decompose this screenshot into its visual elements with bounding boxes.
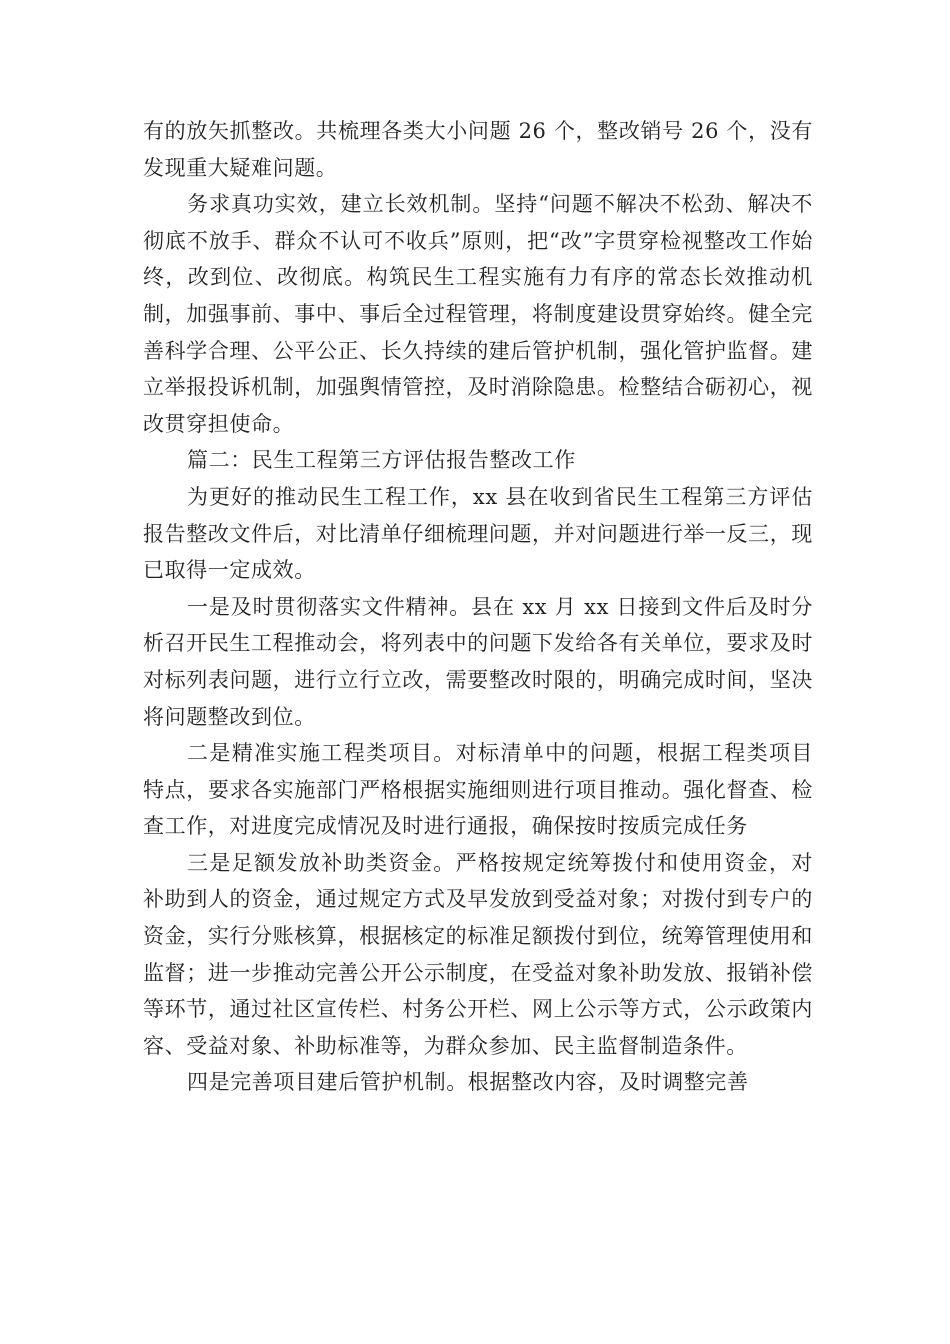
paragraph-6: 二是精准实施工程类项目。对标清单中的问题，根据工程类项目特点，要求各实施部门严格根据实施细则进行项目推动。强化督查、检查工作，对进度完成情况及时进行通报，确保按时按质完成任务 <box>143 741 813 839</box>
document-body <box>143 113 813 1101</box>
section-heading: 篇二：民生工程第三方评估报告整改工作 <box>187 448 576 473</box>
paragraph-7: 三是足额发放补助类资金。严格按规定统筹拨付和使用资金，对补助到人的资金，通过规定方式及早发放到受益对象；对拨付到专户的资金，实行分账核算，根据核定的标准足额拨付到位，统筹管理使用和监督；进一步推动完善公开公示制度，在受益对象补助发放、报销补偿等环节，通过社区宣传栏、村务公开栏、网上公示等方式，公示政策内容、受益对象、补助标准等，为群众参加、民主监督制造条件。 <box>143 850 813 1058</box>
paragraph-1: 有的放矢抓整改。共梳理各类大小问题 26 个，整改销号 26 个，没有发现重大疑难问题。 <box>143 119 813 180</box>
paragraph-4: 为更好的推动民生工程工作，xx 县在收到省民生工程第三方评估报告整改文件后，对比清单仔细梳理问题，并对问题进行举一反三，现已取得一定成效。 <box>143 484 813 583</box>
paragraph-8: 四是完善项目建后管护机制。根据整改内容，及时调整完善 <box>187 1070 749 1095</box>
paragraph-2: 务求真功实效，建立长效机制。坚持“问题不解决不松劲、解决不彻底不放手、群众不认可不收兵”原则，把“改”字贯穿检视整改工作始终，改到位、改彻底。构筑民生工程实施有力有序的常态长效推动机制，加强事前、事中、事后全过程管理，将制度建设贯穿始终。健全完善科学合理、公平公正、长久持续的建后管护机制，强化管护监督。建立举报投诉机制，加强舆情管控，及时消除隐患。检整结合砺初心，视改贯穿担使命。 <box>143 192 813 436</box>
paragraph-5: 一是及时贯彻落实文件精神。县在 xx 月 xx 日接到文件后及时分析召开民生工程推动会，将列表中的问题下发给各有关单位，要求及时对标列表问题，进行立行立改，需要整改时限的，明确完成时间，坚决将问题整改到位。 <box>143 594 813 729</box>
